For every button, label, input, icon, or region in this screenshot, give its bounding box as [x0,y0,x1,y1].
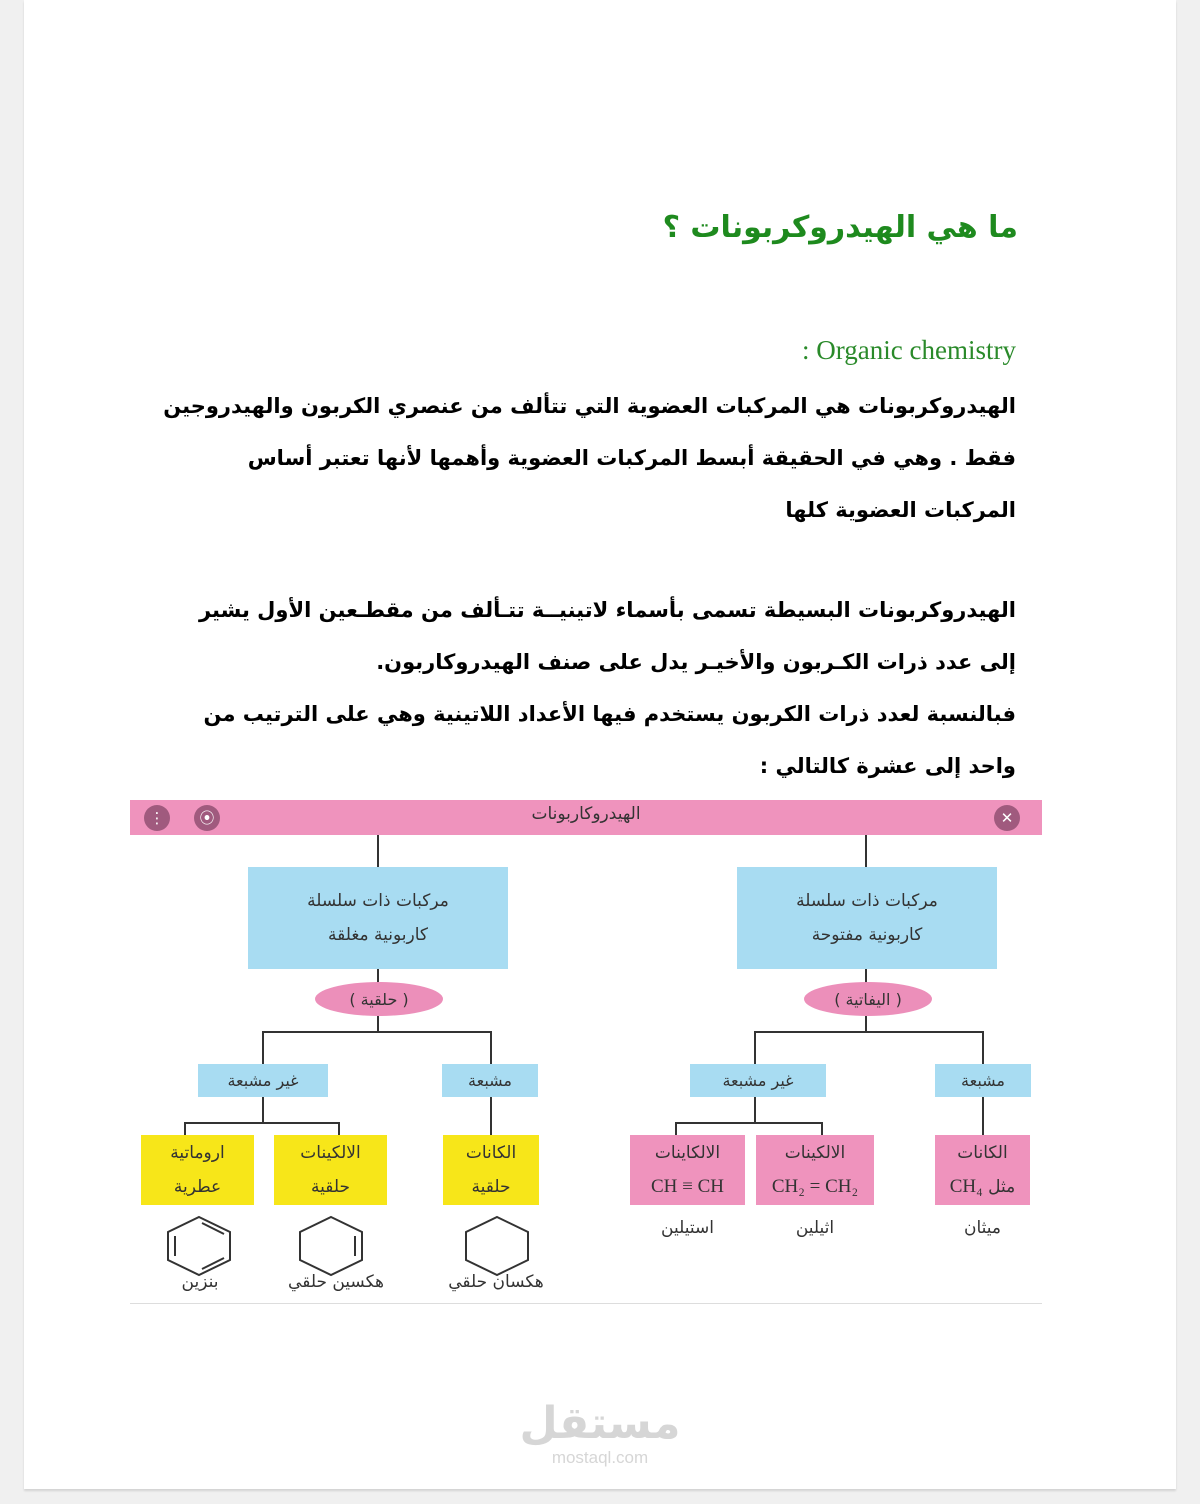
aromatic-box [141,1135,254,1205]
connector-line [865,1016,867,1032]
example-prefix: مثل [988,1177,1016,1197]
cyclohexene-caption: هكسين حلقي [288,1272,384,1292]
connector-line [490,1097,492,1135]
diagram-title: الهيدروكاربونات [531,804,641,824]
open-unsaturated-box [690,1064,826,1097]
cyclic-label: ( حلقية ) [349,989,409,1009]
paragraph-numbers-text: فبالنسبة لعدد ذرات الكربون يستخدم فيها الأعداد اللاتينية وهي على الترتيب من واحد إلى عشرة كالتالي : [203,702,1016,778]
watermark-url: mostaql.com [551,1448,649,1467]
alkenes-box [756,1135,874,1205]
methane-formula: CH₄ [949,1176,983,1197]
connector-line [982,1097,984,1135]
alkenes-formula: CH₂ = CH₂ [771,1176,859,1197]
closed-unsaturated-label: غير مشبعة [227,1070,299,1090]
cyclohexene-ring-icon [296,1215,366,1277]
connector-line [377,969,379,983]
section-subtitle: : Organic chemistry [802,335,1016,365]
cyclohexane-ring-icon [462,1215,532,1277]
connector-line [184,1122,186,1135]
open-unsaturated-label: غير مشبعة [722,1070,794,1090]
diagram-bottom-rule [130,1303,1042,1304]
closed-chain-line1: مركبات ذات سلسلة [307,891,449,911]
methane-caption: ميثان [963,1218,1002,1238]
cycloalkenes-box [274,1135,387,1205]
close-button[interactable] [994,805,1020,831]
paragraph-naming-text: الهيدروكربونات البسيطة تسمى بأسماء لاتينيــة تتـألف من مقطـعين الأول يشير إلى عدد ذرات الكـربون والأخيـر يدل على صنف الهيدروكاربون. [198,598,1016,674]
acetylene-caption: استيلين [661,1218,714,1238]
connector-line [754,1097,756,1123]
more-vertical-icon: ⋮ [149,808,165,827]
paragraph-naming [156,584,1016,792]
close-icon: ✕ [1000,808,1014,827]
more-options-button[interactable] [144,805,170,831]
connector-line [754,1031,756,1065]
aromatic-label: اروماتية [170,1143,225,1163]
aromatic-label-2: عطرية [173,1177,222,1197]
connector-line [821,1122,823,1135]
alkynes-box [630,1135,745,1205]
connector-line [338,1122,340,1135]
cycloalkanes-label: الكانات [465,1143,517,1163]
lens-scan-button[interactable] [194,805,220,831]
connector-line [754,1031,984,1033]
closed-unsaturated-box [198,1064,328,1097]
cyclohexane-caption: هكسان حلقي [448,1272,544,1292]
connector-line [262,1031,264,1065]
closed-saturated-box [442,1064,538,1097]
aliphatic-label: ( اليفاتية ) [834,989,902,1009]
cycloalkanes-label-2: حلقية [471,1177,511,1197]
watermark-logo: مستقل [519,1398,681,1449]
scan-icon: ⦿ [199,808,215,827]
connector-line [377,1016,379,1032]
open-chain-box [737,867,997,969]
connector-line [865,969,867,983]
connector-line [262,1031,492,1033]
connector-line [184,1122,340,1124]
connector-line [262,1097,264,1123]
cycloalkanes-box [443,1135,539,1205]
alkanes-example [950,1170,1016,1204]
alkanes-label: الكانات [957,1143,1008,1163]
benzene-ring-icon [164,1215,234,1277]
watermark [500,1400,700,1468]
cyclic-ellipse [315,982,443,1016]
closed-saturated-label: مشبعة [468,1070,512,1090]
connector-line [865,835,867,867]
closed-chain-line2: كاربونية مغلقة [327,925,429,945]
open-chain-line1: مركبات ذات سلسلة [796,891,938,911]
alkenes-label: الالكينات [784,1143,846,1163]
alkanes-box [935,1135,1030,1205]
closed-chain-box [248,867,508,969]
ethylene-caption: اثيلين [795,1218,835,1238]
alkynes-formula: CH ≡ CH [650,1176,724,1197]
cycloalkenes-label-2: حلقية [311,1177,350,1197]
aliphatic-ellipse [804,982,932,1016]
open-saturated-box [935,1064,1031,1097]
connector-line [982,1031,984,1065]
diagram-header [130,800,1042,835]
alkynes-label: الالكاينات [654,1143,721,1163]
document-page [24,0,1176,1489]
open-saturated-label: مشبعة [961,1070,1005,1090]
connector-line [675,1122,823,1124]
hydrocarbons-diagram [130,800,1042,1306]
paragraph-definition: الهيدروكربونات هي المركبات العضوية التي تتألف من عنصري الكربون والهيدروجين فقط . وهي في الحقيقة أبسط المركبات العضوية وأهمها لأنها تعتبر أساس المركبات العضوية كلها [163,394,1016,522]
connector-line [490,1031,492,1065]
cycloalkenes-label: الالكينات [300,1143,361,1163]
benzene-caption: بنزين [181,1272,219,1292]
connector-line [377,835,379,867]
open-chain-line2: كاربونية مفتوحة [811,925,923,945]
page-title: ما هي الهيدروكربونات ؟ [662,210,1018,245]
connector-line [675,1122,677,1135]
